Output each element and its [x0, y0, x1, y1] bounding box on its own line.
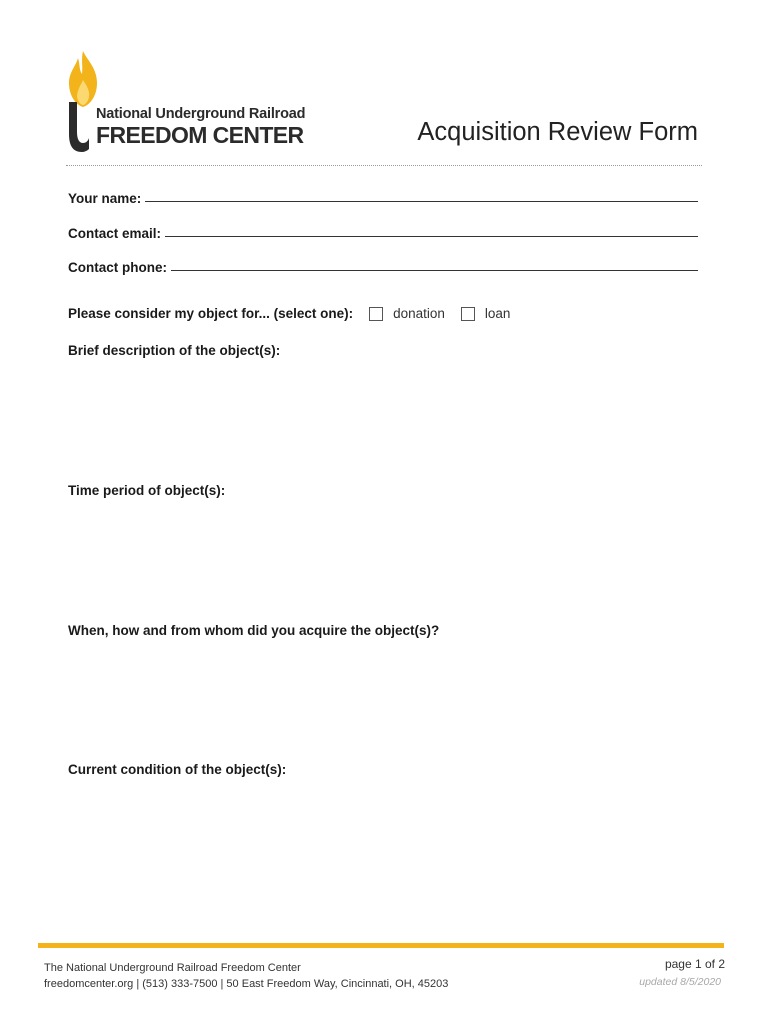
- description-label: Brief description of the object(s):: [68, 343, 281, 358]
- loan-label: loan: [484, 306, 511, 321]
- u-letter-mark: [66, 102, 96, 152]
- loan-option[interactable]: [461, 306, 511, 321]
- object-purpose-label: Please consider my object for... (select one):: [68, 306, 354, 321]
- donation-checkbox[interactable]: [369, 307, 383, 321]
- logo-line-2: FREEDOM CENTER: [96, 122, 304, 148]
- phone-input-line[interactable]: [171, 256, 698, 271]
- name-field[interactable]: [68, 186, 698, 206]
- donation-option[interactable]: [369, 306, 445, 321]
- name-label: Your name:: [68, 191, 142, 206]
- page-number: page 1 of 2: [664, 957, 725, 971]
- object-purpose-group: [68, 306, 510, 321]
- phone-label: Contact phone:: [68, 260, 167, 275]
- phone-field[interactable]: [68, 255, 698, 275]
- loan-checkbox[interactable]: [461, 307, 475, 321]
- name-input-line[interactable]: [145, 187, 698, 202]
- condition-label: Current condition of the object(s):: [68, 762, 287, 777]
- page-title: Acquisition Review Form: [417, 118, 698, 146]
- flame-icon: [66, 50, 100, 108]
- footer-accent-bar: [38, 943, 724, 948]
- email-label: Contact email:: [68, 226, 162, 241]
- footer-contact: [44, 960, 448, 992]
- freedom-center-logo: [62, 50, 306, 150]
- footer-org-name: The National Underground Railroad Freedom Center: [44, 962, 301, 974]
- email-field[interactable]: [68, 221, 698, 241]
- updated-date: updated 8/5/2020: [639, 976, 721, 988]
- header-divider: [66, 165, 702, 166]
- logo-line-1: National Underground Railroad: [96, 106, 306, 122]
- footer-contact-line: freedomcenter.org | (513) 333-7500 | 50 East Freedom Way, Cincinnati, OH, 45203: [44, 978, 449, 990]
- acquisition-label: When, how and from whom did you acquire the object(s)?: [68, 623, 440, 638]
- email-input-line[interactable]: [165, 222, 698, 237]
- time-period-label: Time period of object(s):: [68, 483, 226, 498]
- donation-label: donation: [393, 306, 445, 321]
